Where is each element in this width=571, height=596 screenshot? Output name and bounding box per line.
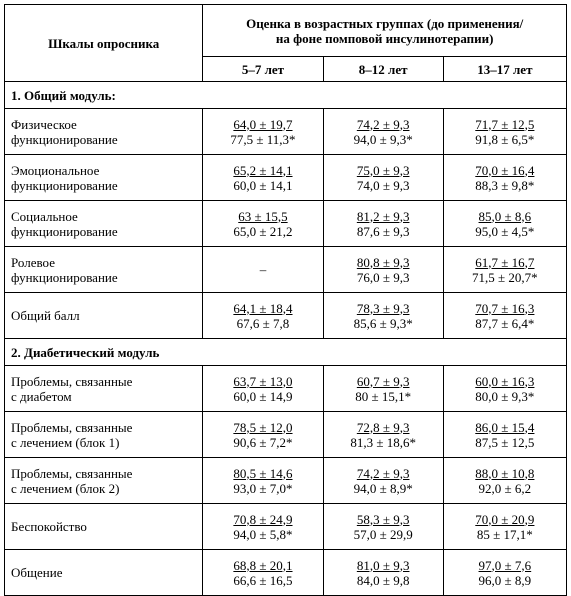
- value-before: 70,0 ± 20,9: [475, 511, 535, 527]
- value-before: 85,0 ± 8,6: [478, 208, 532, 224]
- value-cell: [443, 155, 566, 201]
- value-after: 77,5 ± 11,3*: [230, 131, 296, 147]
- value-cell: [203, 109, 323, 155]
- value-before: 75,0 ± 9,3: [356, 162, 410, 178]
- value-after: 87,7 ± 6,4*: [475, 315, 535, 331]
- table-row: [5, 109, 567, 155]
- row-label-line1: Общение: [11, 565, 63, 580]
- table-row: [5, 155, 567, 201]
- value-before: 68,8 ± 20,1: [233, 557, 293, 573]
- value-cell: [443, 247, 566, 293]
- value-after: 92,0 ± 6,2: [478, 480, 532, 496]
- value-after: 74,0 ± 9,3: [356, 177, 410, 193]
- section-title: 2. Диабетический модуль: [5, 339, 567, 366]
- value-before: 74,2 ± 9,3: [356, 116, 410, 132]
- table-row: [5, 504, 567, 550]
- value-cell: [323, 109, 443, 155]
- row-label: [5, 458, 203, 504]
- value-after: 66,6 ± 16,5: [233, 572, 293, 588]
- value-after: 76,0 ± 9,3: [356, 269, 410, 285]
- header-age-13-17: 13–17 лет: [443, 57, 566, 82]
- value-before: 80,5 ± 14,6: [233, 465, 293, 481]
- table-row: [5, 458, 567, 504]
- header-age-5-7: 5–7 лет: [203, 57, 323, 82]
- value-cell: [203, 412, 323, 458]
- value-cell: [323, 504, 443, 550]
- row-label: [5, 550, 203, 596]
- row-label-line2: функционирование: [11, 223, 118, 239]
- value-dash: –: [259, 262, 267, 277]
- value-before: 81,0 ± 9,3: [356, 557, 410, 573]
- value-before: 81,2 ± 9,3: [356, 208, 410, 224]
- row-label-line1: Общий балл: [11, 308, 80, 323]
- value-before: 70,8 ± 24,9: [233, 511, 293, 527]
- value-after: 87,5 ± 12,5: [475, 434, 535, 450]
- value-before: 70,7 ± 16,3: [475, 300, 535, 316]
- header-age-8-12: 8–12 лет: [323, 57, 443, 82]
- table-row: [5, 366, 567, 412]
- value-after: 91,8 ± 6,5*: [475, 131, 535, 147]
- row-label-line1: Эмоциональное: [11, 162, 100, 178]
- value-after: 93,0 ± 7,0*: [233, 480, 293, 496]
- value-cell: [323, 366, 443, 412]
- value-before: 60,7 ± 9,3: [356, 373, 410, 389]
- value-before: 80,8 ± 9,3: [356, 254, 410, 270]
- value-cell: [323, 155, 443, 201]
- value-after: 94,0 ± 9,3*: [353, 131, 413, 147]
- table-row: [5, 247, 567, 293]
- section-header-row: [5, 82, 567, 109]
- row-label-line2: функционирование: [11, 177, 118, 193]
- table-row: [5, 550, 567, 596]
- value-after: 85 ± 17,1*: [476, 526, 533, 542]
- value-before: 70,0 ± 16,4: [475, 162, 535, 178]
- row-label-line1: Проблемы, связанные: [11, 419, 133, 435]
- row-label-line1: Проблемы, связанные: [11, 465, 133, 481]
- row-label: [5, 247, 203, 293]
- value-cell: [443, 201, 566, 247]
- value-cell: [323, 550, 443, 596]
- row-label-line1: Беспокойство: [11, 519, 87, 534]
- value-after: 67,6 ± 7,8: [236, 315, 290, 331]
- value-after: 71,5 ± 20,7*: [472, 269, 538, 285]
- value-before: 60,0 ± 16,3: [475, 373, 535, 389]
- value-before: 63,7 ± 13,0: [233, 373, 293, 389]
- row-label: [5, 366, 203, 412]
- header-group-title: Оценка в возрастных группах (до применения/ на фоне помповой инсулинотерапии): [203, 5, 567, 57]
- value-cell: [203, 366, 323, 412]
- row-label: [5, 412, 203, 458]
- row-label-line2: с лечением (блок 2): [11, 480, 120, 496]
- value-cell: [323, 412, 443, 458]
- value-after: 94,0 ± 8,9*: [353, 480, 413, 496]
- value-after: 94,0 ± 5,8*: [233, 526, 293, 542]
- value-cell: [203, 247, 323, 293]
- value-after: 88,3 ± 9,8*: [475, 177, 535, 193]
- section-header-row: [5, 339, 567, 366]
- value-before: 65,2 ± 14,1: [233, 162, 293, 178]
- table-row: [5, 201, 567, 247]
- value-after: 90,6 ± 7,2*: [233, 434, 293, 450]
- value-after: 80 ± 15,1*: [355, 388, 412, 404]
- value-before: 86,0 ± 15,4: [475, 419, 535, 435]
- row-label-line1: Проблемы, связанные: [11, 373, 133, 389]
- value-cell: [323, 293, 443, 339]
- value-before: 97,0 ± 7,6: [478, 557, 532, 573]
- value-before: 88,0 ± 10,8: [475, 465, 535, 481]
- value-after: 85,6 ± 9,3*: [353, 315, 413, 331]
- value-before: 58,3 ± 9,3: [356, 511, 410, 527]
- value-cell: [443, 109, 566, 155]
- value-cell: [443, 412, 566, 458]
- value-cell: [203, 504, 323, 550]
- value-before: 63 ± 15,5: [238, 208, 288, 224]
- value-cell: [443, 550, 566, 596]
- row-label: [5, 155, 203, 201]
- value-cell: [203, 550, 323, 596]
- row-label-line2: функционирование: [11, 269, 118, 285]
- value-after: 80,0 ± 9,3*: [475, 388, 535, 404]
- value-cell: [203, 458, 323, 504]
- section-title: 1. Общий модуль:: [5, 82, 567, 109]
- value-cell: [323, 247, 443, 293]
- row-label-line1: Ролевое: [11, 254, 55, 270]
- value-before: 64,1 ± 18,4: [233, 300, 293, 316]
- value-cell: [203, 293, 323, 339]
- value-after: 81,3 ± 18,6*: [350, 434, 416, 450]
- value-cell: [443, 293, 566, 339]
- value-after: 60,0 ± 14,1: [233, 177, 293, 193]
- value-after: 65,0 ± 21,2: [233, 223, 293, 239]
- value-before: 64,0 ± 19,7: [233, 116, 293, 132]
- value-after: 96,0 ± 8,9: [478, 572, 532, 588]
- row-label-line1: Физическое: [11, 116, 77, 132]
- row-label-line2: с лечением (блок 1): [11, 434, 120, 450]
- value-after: 87,6 ± 9,3: [356, 223, 410, 239]
- table-body: [5, 82, 567, 596]
- row-label-line1: Социальное: [11, 208, 78, 224]
- value-before: 61,7 ± 16,7: [475, 254, 535, 270]
- value-before: 71,7 ± 12,5: [475, 116, 535, 132]
- row-label-line2: функционирование: [11, 131, 118, 147]
- value-before: 78,5 ± 12,0: [233, 419, 293, 435]
- value-cell: [443, 366, 566, 412]
- qol-table: [4, 4, 567, 596]
- row-label: [5, 293, 203, 339]
- value-after: 84,0 ± 9,8: [356, 572, 410, 588]
- value-before: 78,3 ± 9,3: [356, 300, 410, 316]
- value-cell: [203, 201, 323, 247]
- value-cell: [323, 201, 443, 247]
- value-cell: [203, 155, 323, 201]
- value-before: 72,8 ± 9,3: [356, 419, 410, 435]
- row-label: [5, 201, 203, 247]
- value-before: 74,2 ± 9,3: [356, 465, 410, 481]
- table-row: [5, 293, 567, 339]
- value-after: 95,0 ± 4,5*: [475, 223, 535, 239]
- table-row: [5, 412, 567, 458]
- row-label: [5, 504, 203, 550]
- row-label: [5, 109, 203, 155]
- row-label-line2: с диабетом: [11, 388, 72, 404]
- value-cell: [323, 458, 443, 504]
- value-after: 60,0 ± 14,9: [233, 388, 293, 404]
- value-after: 57,0 ± 29,9: [353, 526, 413, 542]
- header-scales: Шкалы опросника: [5, 5, 203, 82]
- value-cell: [443, 504, 566, 550]
- value-cell: [443, 458, 566, 504]
